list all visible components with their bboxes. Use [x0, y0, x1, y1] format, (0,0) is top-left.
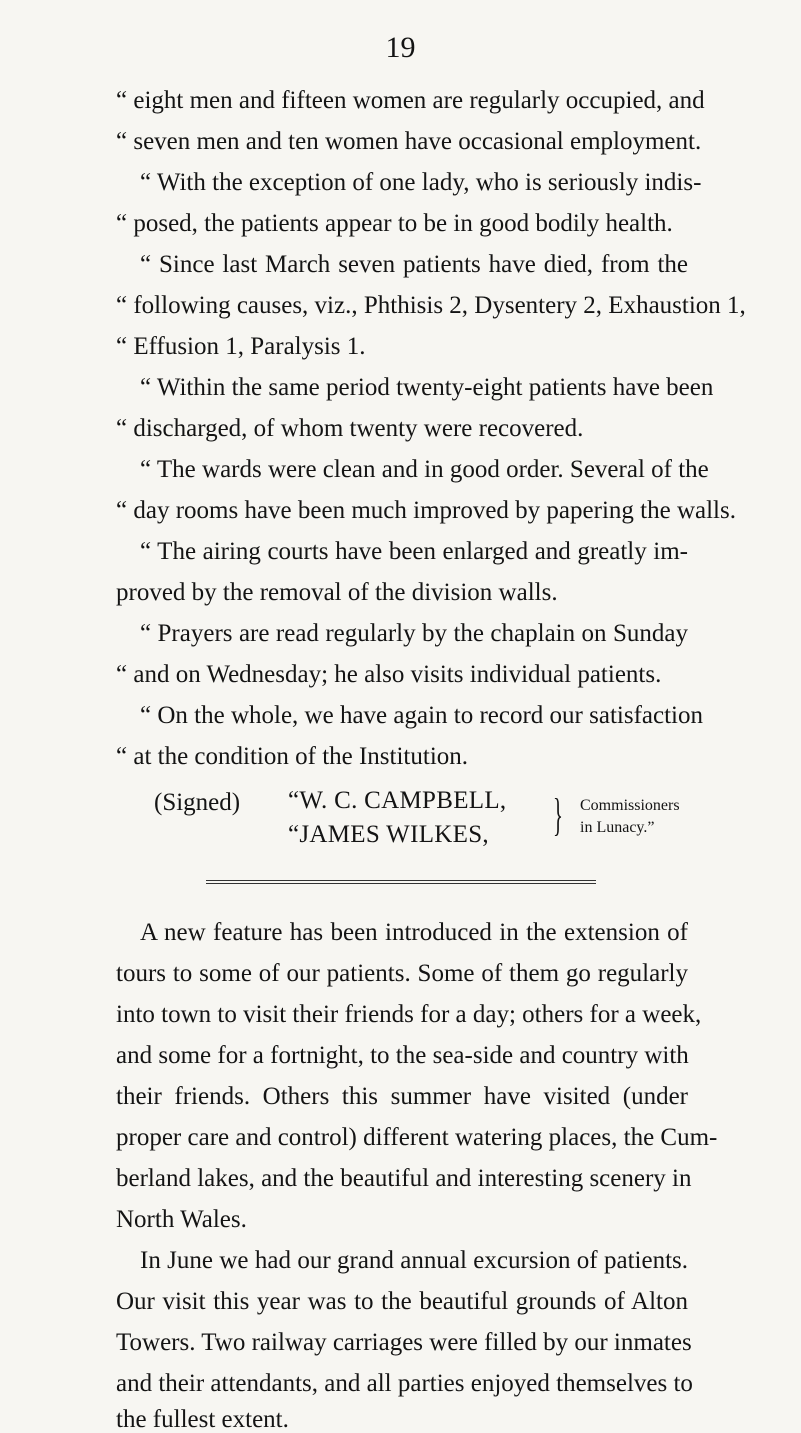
letter-line: “ discharged, of whom twenty were recovered. [116, 415, 584, 442]
signatory-title-line-1: Commissioners [580, 797, 680, 814]
letter-line: “ The airing courts have been enlarged and greatly im- [140, 538, 688, 565]
body-line: and their attendants, and all parties enjoyed themselves to [116, 1370, 693, 1397]
signature-label: (Signed) [154, 789, 241, 816]
letter-line: “ On the whole, we have again to record our satisfaction [140, 702, 703, 729]
body-line: In June we had our grand annual excursion of patients. [140, 1247, 688, 1274]
signatory-wilkes: “JAMES WILKES, [288, 821, 489, 848]
letter-line: “ posed, the patients appear to be in good bodily health. [116, 210, 673, 237]
page-number: 19 [385, 31, 416, 64]
letter-line: “ and on Wednesday; he also visits individual patients. [116, 661, 662, 688]
letter-line: “ The wards were clean and in good order. Several of the [140, 456, 709, 483]
body-line: proper care and control) different watering places, the Cum- [116, 1124, 718, 1151]
body-line: berland lakes, and the beautiful and interesting scenery in [116, 1165, 692, 1192]
body-line: North Wales. [116, 1206, 247, 1233]
section-divider [206, 883, 596, 884]
body-line: the fullest extent. [116, 1406, 289, 1433]
letter-line: “ at the condition of the Institution. [116, 743, 469, 770]
letter-line: “ following causes, viz., Phthisis 2, Dysentery 2, Exhaustion 1, [116, 292, 746, 319]
body-line: Towers. Two railway carriages were filled by our inmates [116, 1329, 692, 1356]
letter-line: “ With the exception of one lady, who is seriously indis- [140, 169, 702, 196]
letter-line: “ Within the same period twenty-eight patients have been [140, 374, 714, 401]
body-line: their friends. Others this summer have visited (under [116, 1083, 688, 1110]
section-divider [206, 880, 596, 881]
body-line: and some for a fortnight, to the sea-side and country with [116, 1042, 689, 1069]
letter-line: “ Effusion 1, Paralysis 1. [116, 333, 366, 360]
letter-line: “ Since last March seven patients have died, from the [140, 251, 688, 278]
letter-line: proved by the removal of the division walls. [116, 579, 558, 606]
signature-brace: } [553, 789, 563, 840]
signatory-title-line-2: in Lunacy.” [580, 819, 655, 836]
letter-line: “ Prayers are read regularly by the chaplain on Sunday [140, 620, 688, 647]
body-line: into town to visit their friends for a day; others for a week, [116, 1001, 702, 1028]
body-line: A new feature has been introduced in the extension of [140, 919, 688, 946]
signatory-campbell: “W. C. CAMPBELL, [288, 787, 507, 814]
body-line: tours to some of our patients. Some of them go regularly [116, 960, 688, 987]
letter-line: “ seven men and ten women have occasional employment. [116, 128, 702, 155]
body-line: Our visit this year was to the beautiful grounds of Alton [116, 1288, 688, 1315]
letter-line: “ eight men and fifteen women are regularly occupied, and [116, 87, 705, 114]
letter-line: “ day rooms have been much improved by papering the walls. [116, 497, 736, 524]
